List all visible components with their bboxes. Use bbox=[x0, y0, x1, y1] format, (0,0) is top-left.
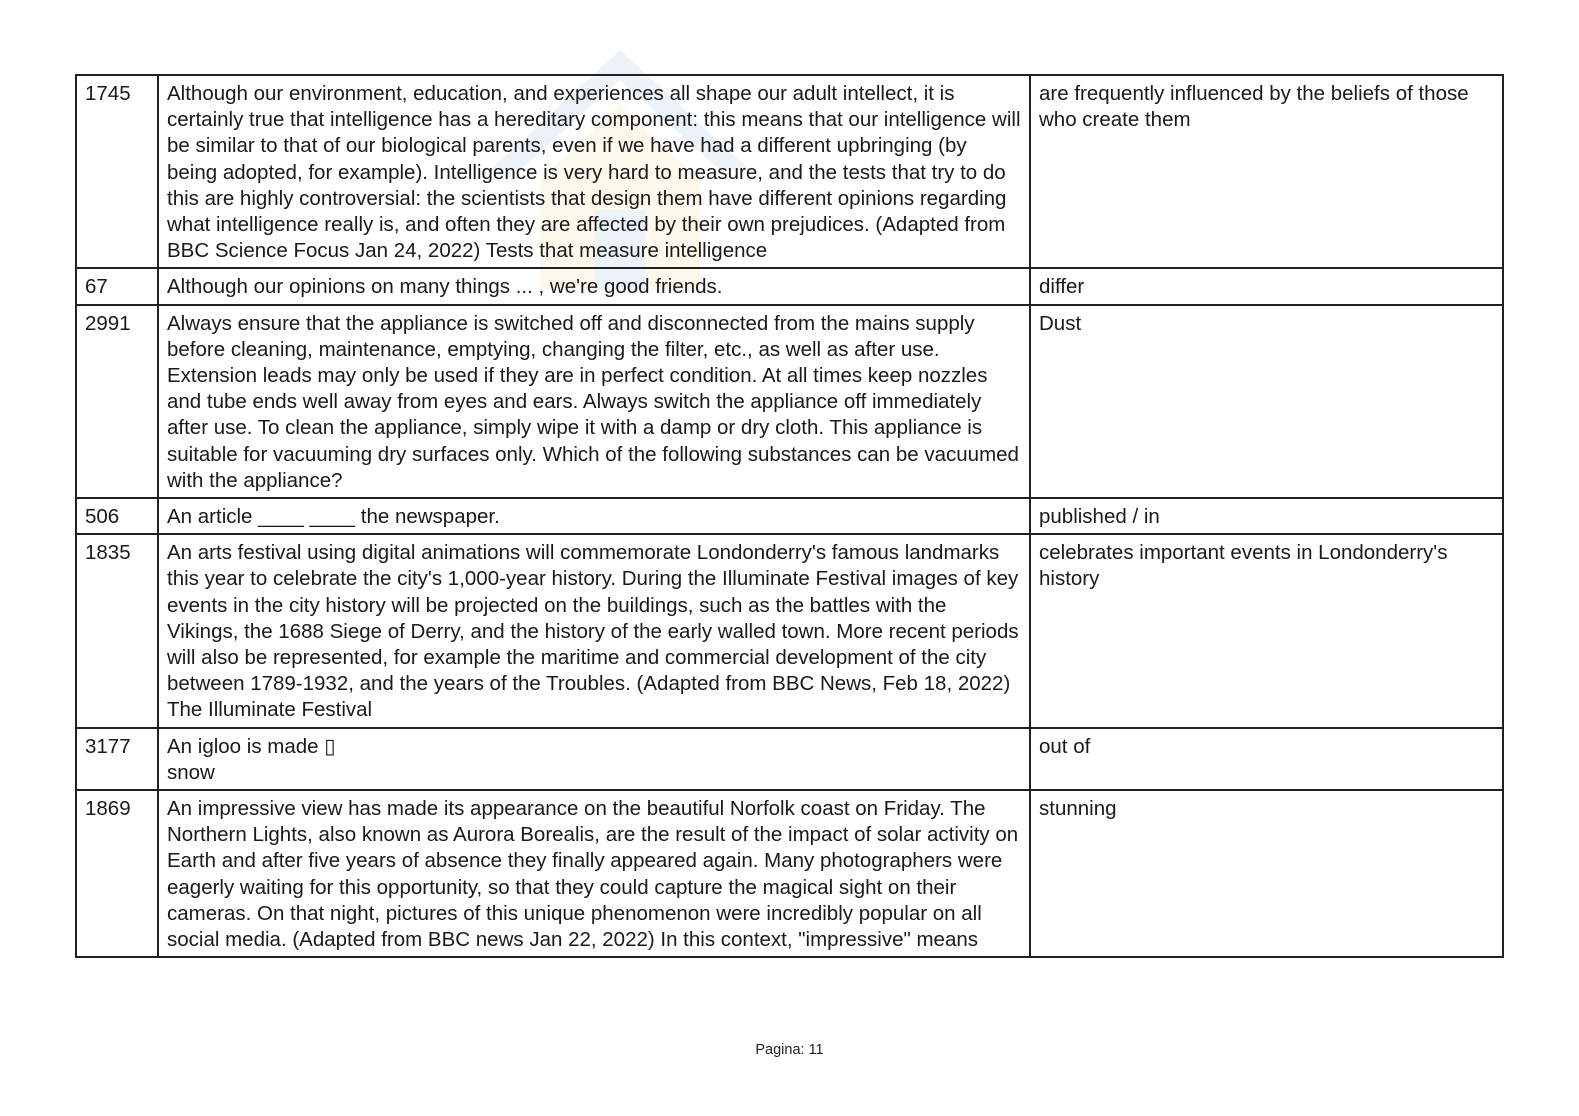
answer-text: stunning bbox=[1030, 790, 1503, 957]
question-id: 3177 bbox=[76, 728, 158, 790]
question-id: 1835 bbox=[76, 534, 158, 727]
question-text: An article ____ ____ the newspaper. bbox=[158, 498, 1030, 534]
answer-text: out of bbox=[1030, 728, 1503, 790]
table-row bbox=[76, 728, 1503, 790]
question-id: 67 bbox=[76, 268, 158, 304]
answer-text: celebrates important events in Londonderry's history bbox=[1030, 534, 1503, 727]
question-text: An impressive view has made its appearance on the beautiful Norfolk coast on Friday. The Northern Lights, also known as Aurora Borealis, are the result of the impact of solar activity on Earth and after five years of absence they finally appeared again. Many photographers were eagerly waiting for this opportunity, so that they could capture the magical sight on their cameras. On that night, pictures of this unique phenomenon were incredibly popular on all social media. (Adapted from BBC news Jan 22, 2022) In this context, "impressive" means bbox=[158, 790, 1030, 957]
question-text: An igloo is made ▯ snow bbox=[158, 728, 1030, 790]
answer-text: published / in bbox=[1030, 498, 1503, 534]
question-text: Although our environment, education, and experiences all shape our adult intellect, it is certainly true that intelligence has a hereditary component: this means that our intelligence will be similar to that of our biological parents, even if we have had a different upbringing (by being adopted, for example). Intelligence is very hard to measure, and the tests that try to do this are highly controversial: the scientists that design them have different opinions regarding what intelligence really is, and often they are affected by their own prejudices. (Adapted from BBC Science Focus Jan 24, 2022) Tests that measure intelligence bbox=[158, 75, 1030, 268]
answer-text: are frequently influenced by the beliefs of those who create them bbox=[1030, 75, 1503, 268]
question-id: 1869 bbox=[76, 790, 158, 957]
question-text: An arts festival using digital animations will commemorate Londonderry's famous landmarks this year to celebrate the city's 1,000-year history. During the Illuminate Festival images of key events in the city history will be projected on the buildings, such as the battles with the Vikings, the 1688 Siege of Derry, and the history of the early walled town. More recent periods will also be represented, for example the maritime and commercial development of the city between 1789-1932, and the years of the Troubles. (Adapted from BBC News, Feb 18, 2022) The Illuminate Festival bbox=[158, 534, 1030, 727]
question-text: Although our opinions on many things ... , we're good friends. bbox=[158, 268, 1030, 304]
table-row bbox=[76, 534, 1503, 727]
answer-text: differ bbox=[1030, 268, 1503, 304]
question-id: 506 bbox=[76, 498, 158, 534]
answer-text: Dust bbox=[1030, 305, 1503, 498]
question-text: Always ensure that the appliance is switched off and disconnected from the mains supply before cleaning, maintenance, emptying, changing the filter, etc., as well as after use. Extension leads may only be used if they are in perfect condition. At all times keep nozzles and tube ends well away from eyes and ears. Always switch the appliance off immediately after use. To clean the appliance, simply wipe it with a damp or dry cloth. This appliance is suitable for vacuuming dry surfaces only. Which of the following substances can be vacuumed with the appliance? bbox=[158, 305, 1030, 498]
table-row bbox=[76, 790, 1503, 957]
questions-table bbox=[75, 74, 1504, 958]
question-id: 2991 bbox=[76, 305, 158, 498]
table-row bbox=[76, 305, 1503, 498]
table-row bbox=[76, 498, 1503, 534]
page-number: Pagina: 11 bbox=[755, 1042, 824, 1058]
question-id: 1745 bbox=[76, 75, 158, 268]
table-row bbox=[76, 268, 1503, 304]
table-row bbox=[76, 75, 1503, 268]
